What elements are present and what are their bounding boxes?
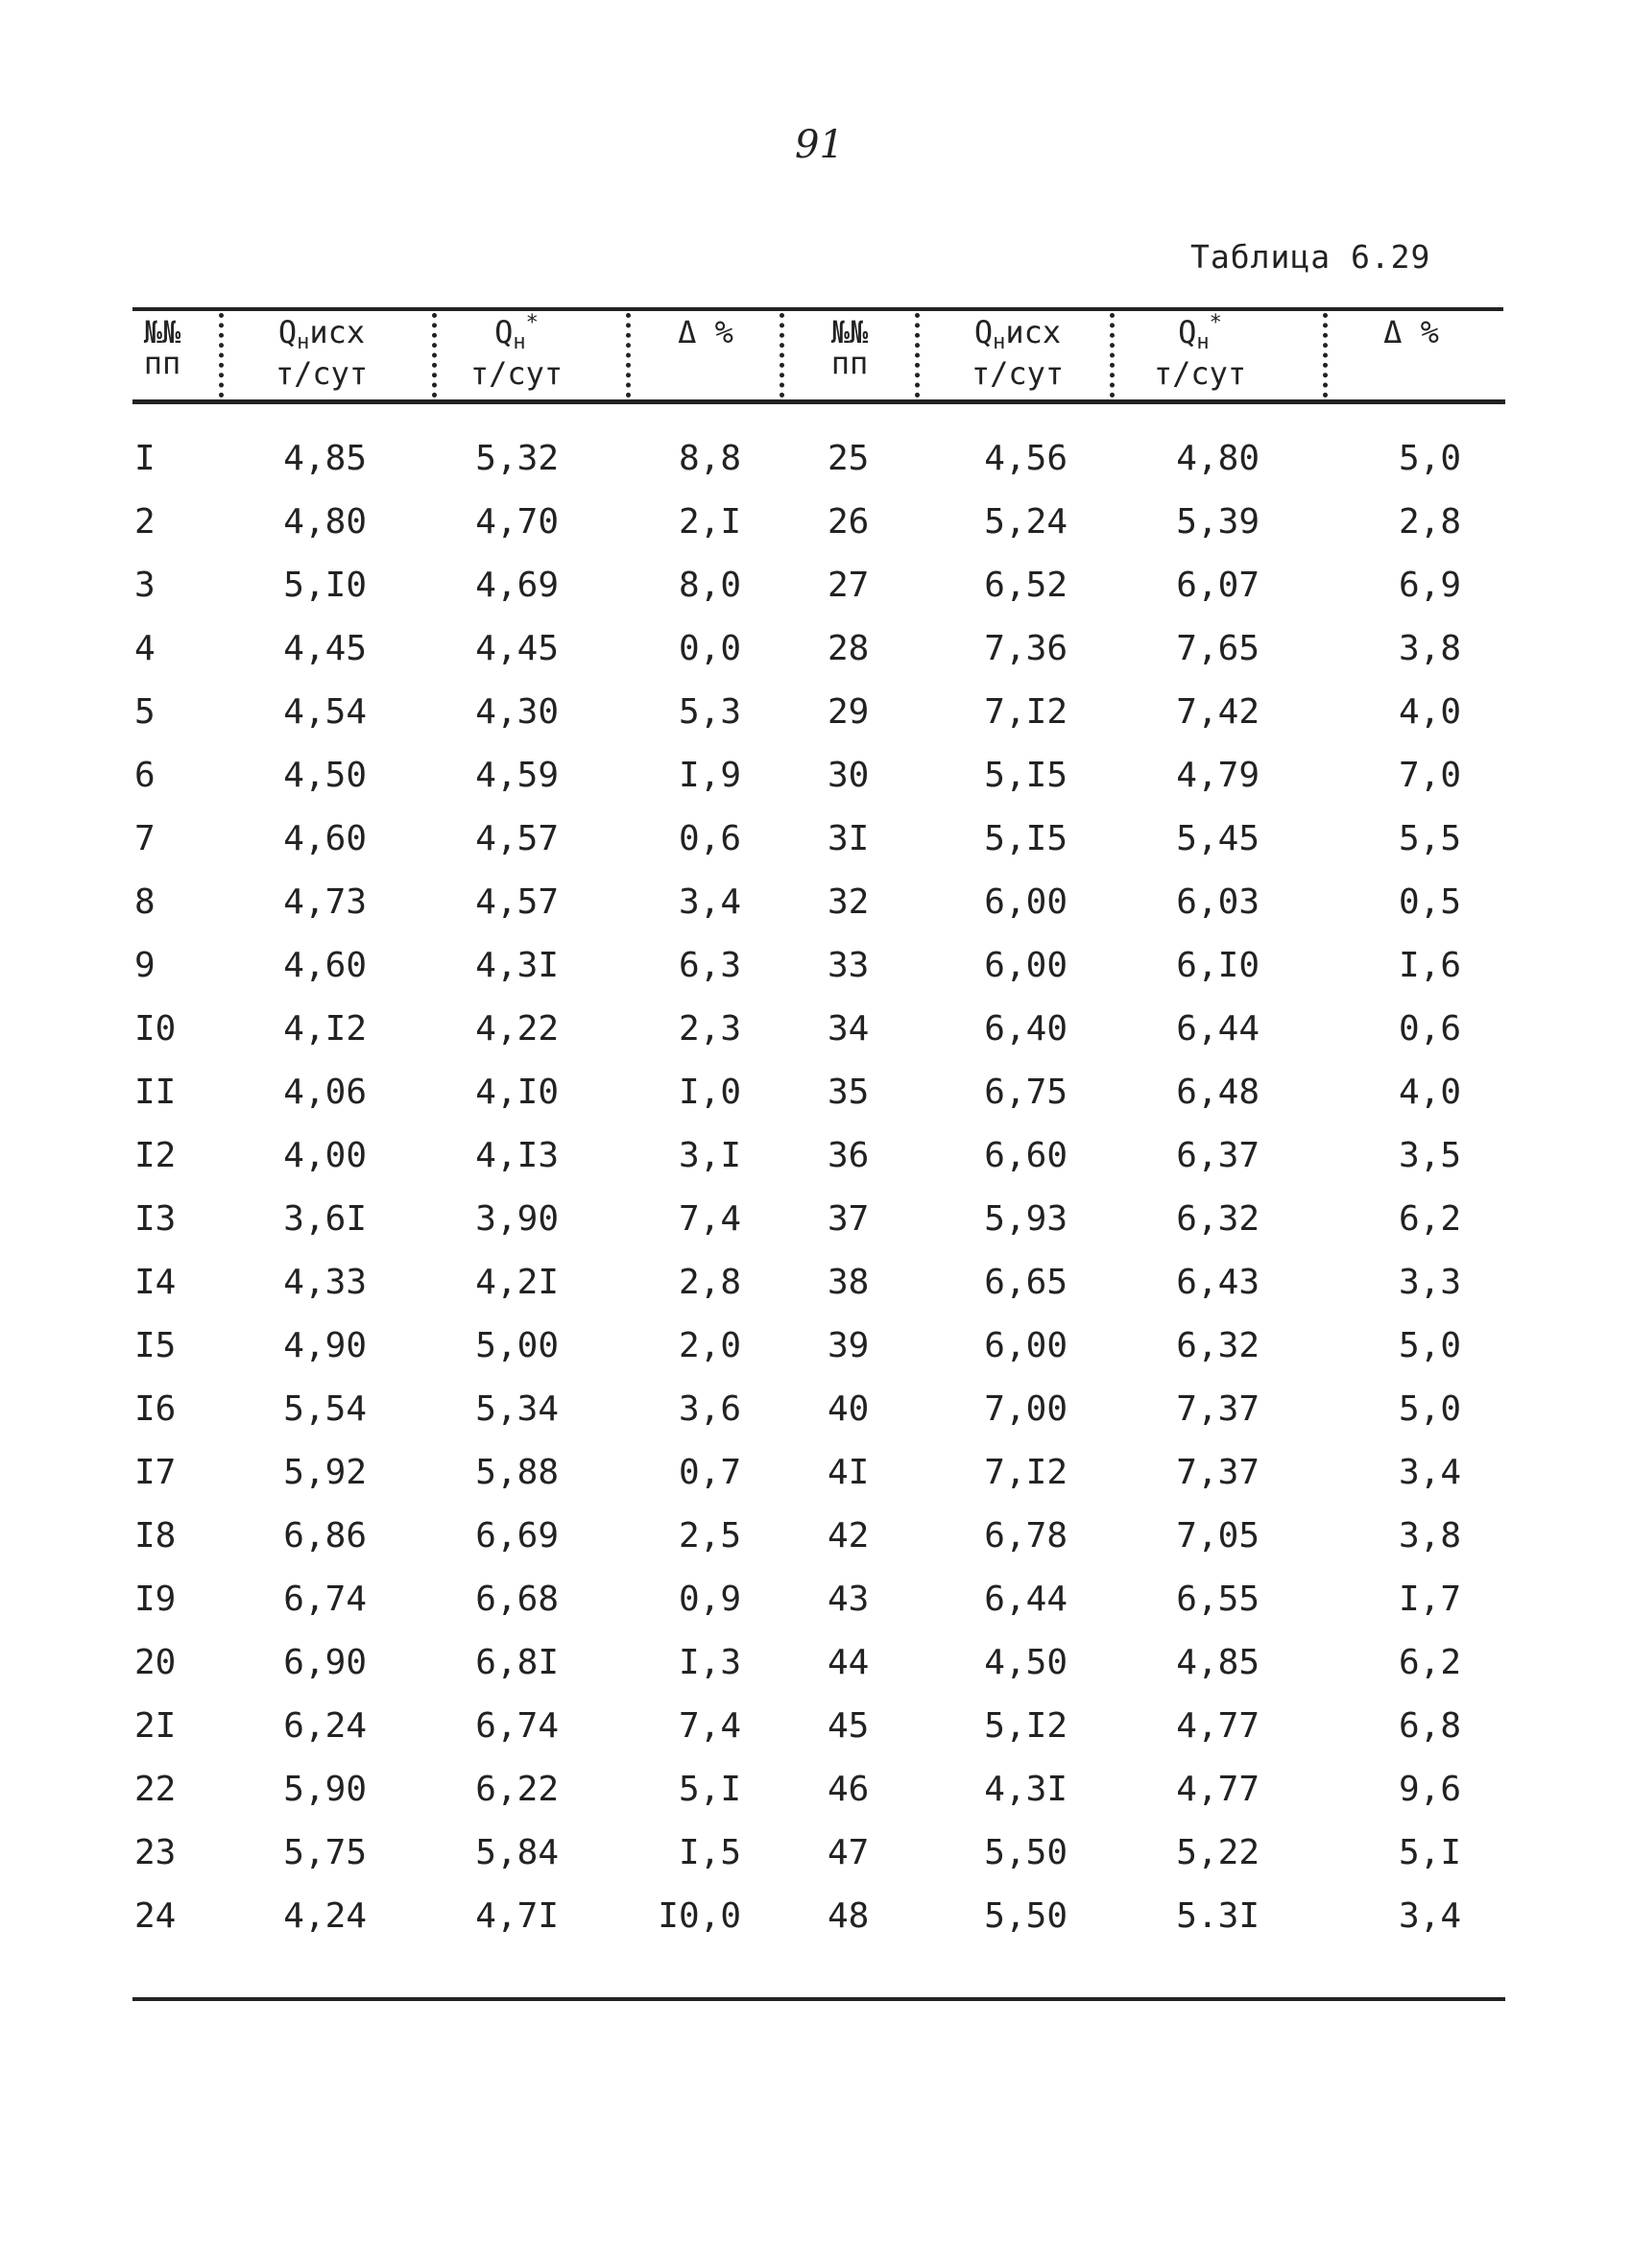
cell-q-star: 6,44 (1176, 1009, 1260, 1049)
cell-delta: 3,8 (1398, 1516, 1461, 1556)
cell-number: 4I (828, 1453, 870, 1492)
cell-q-initial: 4,85 (283, 439, 367, 478)
cell-q-star: 5,00 (475, 1326, 559, 1365)
cell-q-star: 6,68 (475, 1580, 559, 1619)
cell-delta: 0,6 (678, 819, 741, 858)
cell-delta: 3,5 (1398, 1136, 1461, 1175)
cell-delta: I,3 (678, 1643, 741, 1682)
cell-number: 33 (828, 946, 870, 985)
cell-q-star: 4,69 (475, 566, 559, 605)
cell-q-star: 4,79 (1176, 756, 1260, 795)
cell-q-initial: 5,92 (283, 1453, 367, 1492)
cell-number: 37 (828, 1199, 870, 1239)
table-caption: Таблица 6.29 (1190, 238, 1431, 276)
header-q-star: $Q_н^*$ т/сут (469, 311, 564, 392)
cell-q-star: 5,88 (475, 1453, 559, 1492)
cell-number: 36 (828, 1136, 870, 1175)
cell-q-star: 7,42 (1176, 692, 1260, 732)
cell-q-initial: 5,90 (283, 1770, 367, 1809)
cell-delta: 0,9 (678, 1580, 741, 1619)
header-q-initial: $Q_нисх$ т/сут (275, 314, 369, 392)
cell-q-star: 4,85 (1176, 1643, 1260, 1682)
cell-number: 45 (828, 1706, 870, 1746)
cell-q-initial: 5,I5 (984, 756, 1068, 795)
cell-delta: 6,2 (1398, 1199, 1461, 1239)
column-separator (1323, 313, 1328, 398)
cell-delta: 0,0 (678, 629, 741, 668)
cell-number: 28 (828, 629, 870, 668)
cell-delta: 0,5 (1398, 882, 1461, 922)
cell-q-star: 4,57 (475, 819, 559, 858)
table-row (0, 1580, 1632, 1644)
cell-delta: 3,8 (1398, 629, 1461, 668)
cell-delta: 5,3 (678, 692, 741, 732)
cell-q-initial: 6,78 (984, 1516, 1068, 1556)
cell-delta: I,6 (1398, 946, 1461, 985)
cell-q-initial: 5,I0 (283, 566, 367, 605)
cell-q-initial: 4,I2 (283, 1009, 367, 1049)
cell-delta: 3,6 (678, 1389, 741, 1429)
cell-number: 34 (828, 1009, 870, 1049)
page-number: 91 (795, 123, 844, 167)
cell-number: 9 (134, 946, 156, 985)
cell-q-initial: 6,44 (984, 1580, 1068, 1619)
table-row (0, 1771, 1632, 1834)
header-q-star: $Q_н^*$ т/сут (1153, 311, 1247, 392)
cell-number: 25 (828, 439, 870, 478)
cell-q-initial: 6,40 (984, 1009, 1068, 1049)
cell-delta: 5,0 (1398, 1389, 1461, 1429)
table-row (0, 630, 1632, 693)
table-row (0, 1834, 1632, 1897)
cell-delta: 3,4 (1398, 1453, 1461, 1492)
table-header-rule (132, 399, 1505, 404)
cell-number: 23 (134, 1833, 177, 1872)
cell-q-star: 6,8I (475, 1643, 559, 1682)
cell-q-initial: 4,73 (283, 882, 367, 922)
cell-q-star: 4,70 (475, 502, 559, 542)
table-row (0, 1264, 1632, 1327)
cell-number: I9 (134, 1580, 177, 1619)
table-row (0, 947, 1632, 1010)
cell-delta: 5,5 (1398, 819, 1461, 858)
column-separator (432, 313, 437, 398)
cell-q-initial: 4,90 (283, 1326, 367, 1365)
cell-q-star: 5,84 (475, 1833, 559, 1872)
cell-q-star: 7,65 (1176, 629, 1260, 668)
cell-q-initial: 4,06 (283, 1073, 367, 1112)
cell-delta: 3,3 (1398, 1263, 1461, 1302)
cell-number: 38 (828, 1263, 870, 1302)
cell-number: I5 (134, 1326, 177, 1365)
cell-delta: 3,I (678, 1136, 741, 1175)
cell-number: 27 (828, 566, 870, 605)
cell-q-star: 5.3I (1176, 1896, 1260, 1936)
table-row (0, 1517, 1632, 1580)
cell-delta: 7,4 (678, 1706, 741, 1746)
cell-q-star: 4,22 (475, 1009, 559, 1049)
cell-q-initial: 7,36 (984, 629, 1068, 668)
cell-delta: 2,3 (678, 1009, 741, 1049)
cell-number: 26 (828, 502, 870, 542)
cell-number: 30 (828, 756, 870, 795)
cell-q-star: 6,48 (1176, 1073, 1260, 1112)
cell-delta: 6,9 (1398, 566, 1461, 605)
cell-delta: 9,6 (1398, 1770, 1461, 1809)
cell-q-star: 4,2I (475, 1263, 559, 1302)
table-row (0, 1707, 1632, 1771)
cell-q-star: 4,45 (475, 629, 559, 668)
table-bottom-rule (132, 1997, 1505, 2001)
cell-number: 5 (134, 692, 156, 732)
cell-q-initial: 6,00 (984, 946, 1068, 985)
cell-q-star: 6,32 (1176, 1199, 1260, 1239)
cell-q-star: 7,05 (1176, 1516, 1260, 1556)
cell-number: 44 (828, 1643, 870, 1682)
table-row (0, 1074, 1632, 1137)
cell-q-star: 6,43 (1176, 1263, 1260, 1302)
cell-delta: 8,0 (678, 566, 741, 605)
cell-q-star: 6,32 (1176, 1326, 1260, 1365)
cell-q-initial: 6,74 (283, 1580, 367, 1619)
header-number: №№ пп (143, 314, 181, 381)
cell-delta: 2,5 (678, 1516, 741, 1556)
cell-number: 42 (828, 1516, 870, 1556)
cell-q-star: 7,37 (1176, 1453, 1260, 1492)
cell-number: 43 (828, 1580, 870, 1619)
column-separator (780, 313, 784, 398)
cell-q-star: 7,37 (1176, 1389, 1260, 1429)
cell-delta: I,9 (678, 756, 741, 795)
column-separator (1110, 313, 1115, 398)
cell-q-star: 4,77 (1176, 1706, 1260, 1746)
cell-number: 3 (134, 566, 156, 605)
cell-q-initial: 5,24 (984, 502, 1068, 542)
cell-number: I7 (134, 1453, 177, 1492)
cell-q-star: 5,39 (1176, 502, 1260, 542)
cell-number: 7 (134, 819, 156, 858)
cell-q-initial: 5,75 (283, 1833, 367, 1872)
cell-q-initial: 4,24 (283, 1896, 367, 1936)
cell-number: II (134, 1073, 177, 1112)
header-delta-percent: Δ % (678, 314, 733, 350)
cell-number: 32 (828, 882, 870, 922)
table-row (0, 1010, 1632, 1074)
table-row (0, 1137, 1632, 1200)
cell-number: I8 (134, 1516, 177, 1556)
cell-q-star: 6,I0 (1176, 946, 1260, 985)
cell-q-star: 4,57 (475, 882, 559, 922)
cell-number: 6 (134, 756, 156, 795)
header-q-initial: $Q_нисх$ т/сут (971, 314, 1065, 392)
cell-q-star: 5,32 (475, 439, 559, 478)
table-row (0, 1897, 1632, 1961)
cell-q-initial: 6,24 (283, 1706, 367, 1746)
cell-q-initial: 4,54 (283, 692, 367, 732)
cell-q-initial: 6,60 (984, 1136, 1068, 1175)
cell-q-initial: 4,00 (283, 1136, 367, 1175)
cell-number: I4 (134, 1263, 177, 1302)
cell-delta: 6,3 (678, 946, 741, 985)
table-top-rule (132, 307, 1503, 311)
cell-delta: 5,0 (1398, 439, 1461, 478)
cell-q-initial: 7,I2 (984, 1453, 1068, 1492)
cell-delta: 2,8 (1398, 502, 1461, 542)
table-row (0, 693, 1632, 757)
cell-q-initial: 4,33 (283, 1263, 367, 1302)
cell-delta: 5,0 (1398, 1326, 1461, 1365)
cell-q-star: 4,59 (475, 756, 559, 795)
cell-delta: 6,2 (1398, 1643, 1461, 1682)
table-row (0, 1327, 1632, 1390)
cell-q-star: 6,03 (1176, 882, 1260, 922)
cell-delta: 4,0 (1398, 1073, 1461, 1112)
cell-number: I2 (134, 1136, 177, 1175)
cell-q-initial: 6,86 (283, 1516, 367, 1556)
cell-q-initial: 4,50 (984, 1643, 1068, 1682)
cell-q-initial: 4,45 (283, 629, 367, 668)
cell-q-initial: 4,60 (283, 819, 367, 858)
cell-q-star: 5,45 (1176, 819, 1260, 858)
column-separator (915, 313, 920, 398)
cell-q-star: 6,74 (475, 1706, 559, 1746)
cell-q-initial: 4,56 (984, 439, 1068, 478)
table-row (0, 1644, 1632, 1707)
cell-q-initial: 7,00 (984, 1389, 1068, 1429)
header-number: №№ пп (830, 314, 869, 381)
cell-delta: 2,8 (678, 1263, 741, 1302)
cell-number: 46 (828, 1770, 870, 1809)
cell-delta: 7,0 (1398, 756, 1461, 795)
table-row (0, 820, 1632, 883)
cell-number: 47 (828, 1833, 870, 1872)
table-row (0, 883, 1632, 947)
cell-delta: 5,I (678, 1770, 741, 1809)
cell-q-initial: 5,50 (984, 1833, 1068, 1872)
table-row (0, 567, 1632, 630)
column-separator (219, 313, 224, 398)
cell-number: 24 (134, 1896, 177, 1936)
cell-q-initial: 5,I5 (984, 819, 1068, 858)
header-delta-percent: Δ % (1383, 314, 1439, 350)
cell-number: I6 (134, 1389, 177, 1429)
cell-delta: I,0 (678, 1073, 741, 1112)
cell-q-initial: 4,80 (283, 502, 367, 542)
cell-q-initial: 3,6I (283, 1199, 367, 1239)
cell-delta: 0,7 (678, 1453, 741, 1492)
cell-delta: 6,8 (1398, 1706, 1461, 1746)
cell-q-initial: 6,65 (984, 1263, 1068, 1302)
cell-q-initial: 6,90 (283, 1643, 367, 1682)
cell-number: 3I (828, 819, 870, 858)
cell-delta: 3,4 (678, 882, 741, 922)
table-row (0, 503, 1632, 567)
cell-q-initial: 5,I2 (984, 1706, 1068, 1746)
cell-q-star: 4,30 (475, 692, 559, 732)
cell-q-star: 6,07 (1176, 566, 1260, 605)
cell-delta: 4,0 (1398, 692, 1461, 732)
cell-delta: 8,8 (678, 439, 741, 478)
cell-q-star: 4,80 (1176, 439, 1260, 478)
cell-q-star: 5,34 (475, 1389, 559, 1429)
cell-q-star: 6,55 (1176, 1580, 1260, 1619)
cell-number: 8 (134, 882, 156, 922)
cell-number: I0 (134, 1009, 177, 1049)
cell-number: 35 (828, 1073, 870, 1112)
cell-q-initial: 5,54 (283, 1389, 367, 1429)
cell-q-initial: 6,52 (984, 566, 1068, 605)
column-separator (626, 313, 631, 398)
cell-q-star: 4,7I (475, 1896, 559, 1936)
table-row (0, 1454, 1632, 1517)
table-row (0, 1390, 1632, 1454)
cell-q-star: 4,3I (475, 946, 559, 985)
cell-q-star: 5,22 (1176, 1833, 1260, 1872)
cell-number: 40 (828, 1389, 870, 1429)
cell-q-initial: 5,50 (984, 1896, 1068, 1936)
table-row (0, 1200, 1632, 1264)
cell-q-star: 4,I0 (475, 1073, 559, 1112)
cell-q-initial: 5,93 (984, 1199, 1068, 1239)
cell-number: 20 (134, 1643, 177, 1682)
cell-delta: I,5 (678, 1833, 741, 1872)
cell-q-star: 6,37 (1176, 1136, 1260, 1175)
cell-delta: 7,4 (678, 1199, 741, 1239)
cell-delta: 0,6 (1398, 1009, 1461, 1049)
cell-number: 48 (828, 1896, 870, 1936)
cell-q-initial: 6,75 (984, 1073, 1068, 1112)
cell-number: 39 (828, 1326, 870, 1365)
cell-number: 29 (828, 692, 870, 732)
cell-number: I3 (134, 1199, 177, 1239)
cell-q-star: 6,69 (475, 1516, 559, 1556)
cell-q-initial: 6,00 (984, 882, 1068, 922)
table-row (0, 757, 1632, 820)
cell-number: 22 (134, 1770, 177, 1809)
cell-number: 4 (134, 629, 156, 668)
cell-delta: 3,4 (1398, 1896, 1461, 1936)
cell-q-initial: 7,I2 (984, 692, 1068, 732)
cell-delta: I0,0 (658, 1896, 741, 1936)
cell-delta: 2,I (678, 502, 741, 542)
cell-q-star: 3,90 (475, 1199, 559, 1239)
cell-number: 2I (134, 1706, 177, 1746)
cell-q-star: 4,77 (1176, 1770, 1260, 1809)
cell-q-star: 4,I3 (475, 1136, 559, 1175)
table-row (0, 440, 1632, 503)
cell-q-initial: 6,00 (984, 1326, 1068, 1365)
cell-delta: 2,0 (678, 1326, 741, 1365)
cell-number: I (134, 439, 156, 478)
cell-number: 2 (134, 502, 156, 542)
cell-q-star: 6,22 (475, 1770, 559, 1809)
cell-delta: 5,I (1398, 1833, 1461, 1872)
cell-q-initial: 4,3I (984, 1770, 1068, 1809)
cell-q-initial: 4,60 (283, 946, 367, 985)
cell-q-initial: 4,50 (283, 756, 367, 795)
cell-delta: I,7 (1398, 1580, 1461, 1619)
